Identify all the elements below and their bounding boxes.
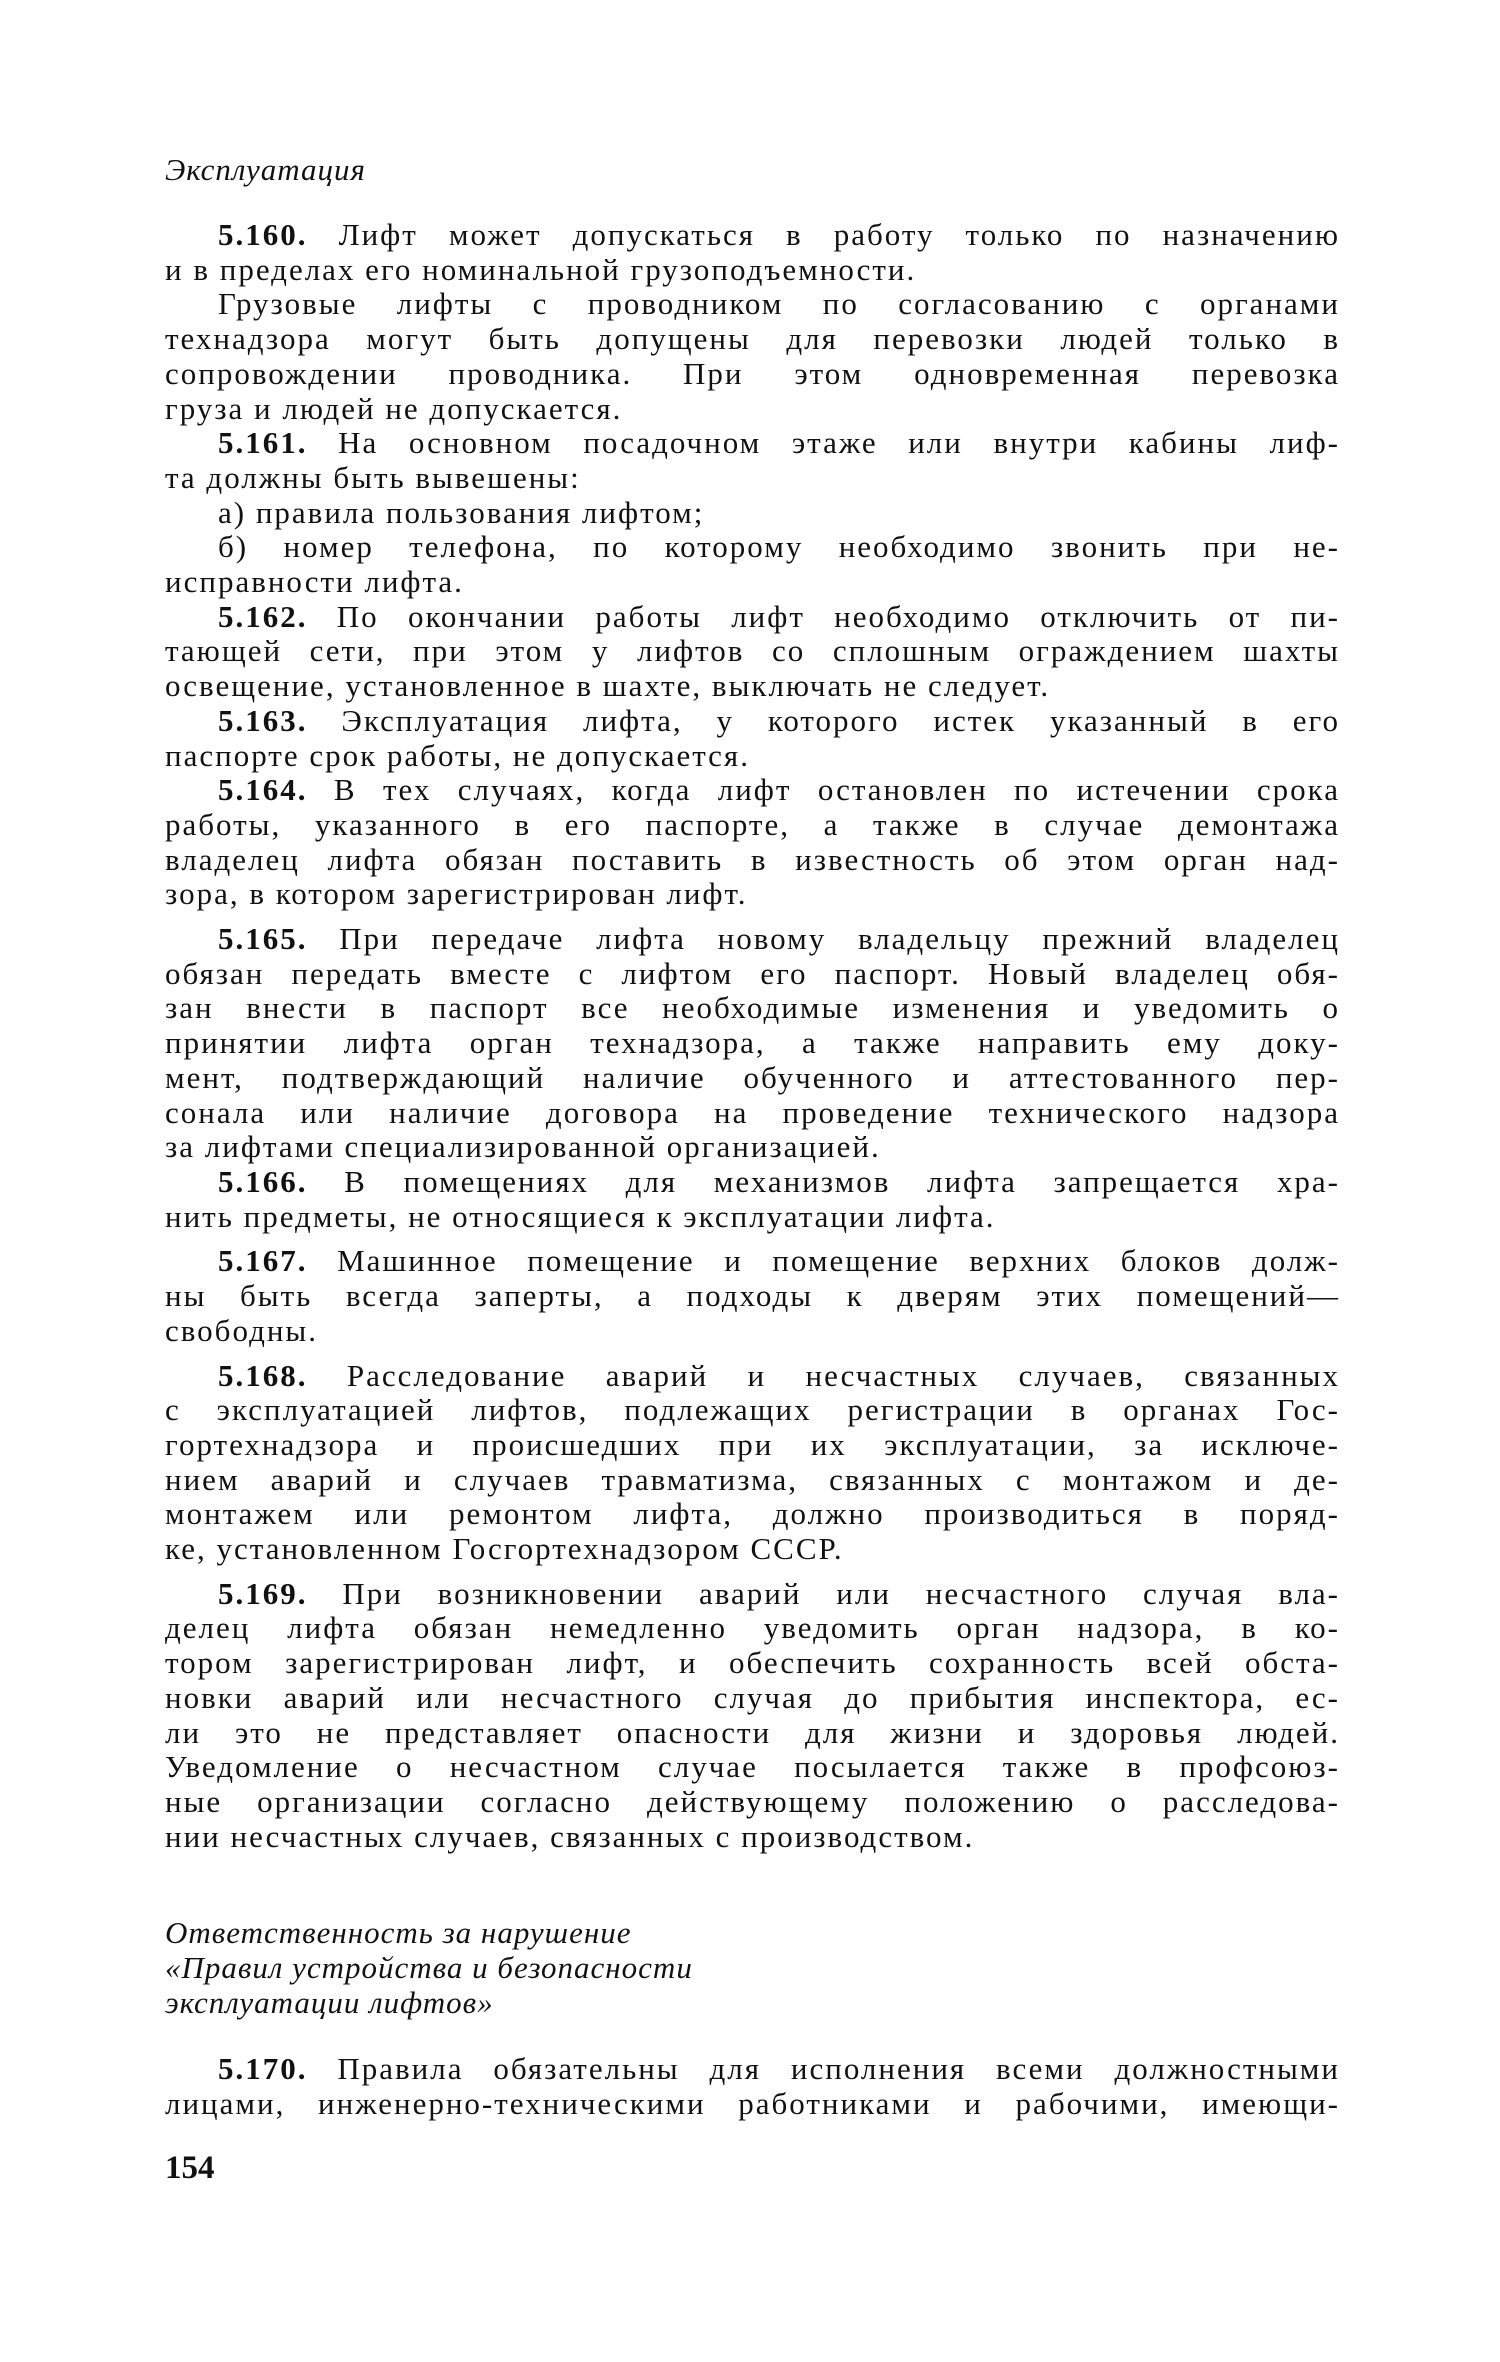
line-text: обязан передать вместе с лифтом его паспорт. Новый владелец обя-	[165, 955, 1340, 991]
line-text: Правила обязательны для исполнения всеми должностными	[337, 2051, 1341, 2086]
text-line	[165, 773, 1340, 808]
text-line	[165, 1611, 1340, 1646]
paragraph	[165, 704, 1340, 773]
text-line	[165, 1165, 1340, 1200]
line-text: По окончании работы лифт необходимо отключить от пи-	[336, 598, 1340, 634]
line-text: Машинное помещение и помещение верхних блоков долж-	[337, 1243, 1341, 1279]
paragraph	[165, 530, 1340, 599]
responsibility-heading	[165, 1915, 693, 2020]
text-line	[165, 1314, 1340, 1349]
text-line	[165, 704, 1340, 739]
line-text: та должны быть вывешены:	[165, 459, 581, 495]
paragraph	[165, 2052, 1340, 2121]
line-text: исправности лифта.	[165, 564, 464, 600]
line-text: В тех случаях, когда лифт остановлен по истечении срока	[333, 772, 1341, 808]
text-line	[165, 1716, 1340, 1751]
paragraph	[165, 287, 1340, 426]
heading-line: эксплуатации лифтов»	[165, 1985, 494, 2020]
text-line	[165, 1200, 1340, 1235]
text-line	[165, 991, 1340, 1026]
line-text: При возникновении аварий или несчастного случая вла-	[342, 1575, 1340, 1611]
line-text: Уведомление о несчастном случае посылается также в профсоюз-	[165, 1749, 1340, 1785]
text-line	[165, 1820, 1340, 1855]
line-text: за лифтами специализированной организацией.	[165, 1129, 881, 1165]
text-line	[165, 1750, 1340, 1785]
page-number: 154	[165, 2150, 215, 2186]
clause-number: 5.163.	[218, 702, 308, 738]
text-line	[165, 2052, 1340, 2087]
text-line	[165, 808, 1340, 843]
line-text: Расследование аварий и несчастных случаев, связанных	[346, 1357, 1341, 1393]
clause-number: 5.160.	[218, 217, 308, 252]
text-line	[165, 1646, 1340, 1681]
clause-number: 5.169.	[218, 1575, 308, 1611]
text-line	[165, 634, 1340, 669]
text-line	[165, 600, 1340, 635]
text-line	[165, 1577, 1340, 1612]
line-text: При передаче лифта новому владельцу прежний владелец	[339, 921, 1341, 957]
line-text: Грузовые лифты с проводником по согласованию с органами	[218, 286, 1340, 322]
text-line	[165, 1130, 1340, 1165]
line-text: нии несчастных случаев, связанных с производством.	[165, 1818, 975, 1854]
line-text: ные организации согласно действующему положению о расследова-	[165, 1783, 1340, 1819]
line-text: мент, подтверждающий наличие обученного и аттестованного пер-	[165, 1059, 1340, 1095]
line-text: технадзора могут быть допущены для перевозки людей только в	[165, 321, 1340, 357]
text-line	[165, 843, 1340, 878]
text-line	[165, 1532, 1340, 1567]
line-text: с эксплуатацией лифтов, подлежащих регистрации в органах Гос-	[165, 1392, 1340, 1428]
line-text: нить предметы, не относящиеся к эксплуатации лифта.	[165, 1198, 996, 1234]
line-text: владелец лифта обязан поставить в известность об этом орган над-	[165, 841, 1340, 877]
text-line	[165, 1428, 1340, 1463]
line-text: паспорте срок работы, не допускается.	[165, 737, 750, 773]
responsibility-body	[165, 2052, 1340, 2121]
text-line	[165, 1061, 1340, 1096]
text-line	[165, 1785, 1340, 1820]
line-text: Лифт может допускаться в работу только по назначению	[338, 217, 1340, 252]
text-line	[165, 357, 1340, 392]
line-text: освещение, установленное в шахте, выключать не следует.	[165, 668, 1051, 704]
line-text: ли это не представляет опасности для жизни и здоровья людей.	[165, 1714, 1340, 1750]
paragraph	[165, 218, 1340, 287]
text-line	[165, 287, 1340, 322]
line-text: делец лифта обязан немедленно уведомить орган надзора, в ко-	[165, 1610, 1340, 1646]
text-line	[165, 253, 1340, 288]
line-text: ны быть всегда заперты, а подходы к дверям этих помещений—	[165, 1278, 1340, 1314]
line-text: ке, установленном Госгортехнадзором СССР.	[165, 1531, 844, 1567]
paragraph	[165, 773, 1340, 912]
line-text: свободны.	[165, 1312, 319, 1348]
line-text: На основном посадочном этаже или внутри кабины лиф-	[338, 425, 1341, 461]
text-line	[165, 669, 1340, 704]
text-line	[165, 1463, 1340, 1498]
section-body	[165, 218, 1340, 1854]
clause-number: 5.162.	[218, 598, 308, 634]
clause-number: 5.161.	[218, 425, 308, 461]
line-text: груза и людей не допускается.	[165, 390, 623, 426]
heading-line: Ответственность за нарушение	[165, 1915, 632, 1950]
text-line	[165, 922, 1340, 957]
line-text: работы, указанного в его паспорте, а также в случае демонтажа	[165, 806, 1340, 842]
text-line	[165, 426, 1340, 461]
line-text: тором зарегистрирован лифт, и обеспечить сохранность всей обста-	[165, 1645, 1340, 1681]
paragraph	[165, 1244, 1340, 1348]
text-line	[165, 461, 1340, 496]
paragraph	[165, 1577, 1340, 1855]
clause-number: 5.167.	[218, 1243, 308, 1279]
line-text: и в пределах его номинальной грузоподъемности.	[165, 251, 917, 287]
text-line	[165, 392, 1340, 427]
line-text: зора, в котором зарегистрирован лифт.	[165, 876, 748, 912]
text-line	[165, 877, 1340, 912]
paragraph	[165, 600, 1340, 704]
text-line	[165, 1244, 1340, 1279]
text-line	[165, 1681, 1340, 1716]
line-text: тающей сети, при этом у лифтов со сплошным ограждением шахты	[165, 633, 1340, 669]
text-line	[165, 322, 1340, 357]
line-text: лицами, инженерно-техническими работниками и рабочими, имеющи-	[165, 2085, 1340, 2121]
text-line	[165, 1359, 1340, 1394]
clause-number: 5.168.	[218, 1357, 308, 1393]
line-text: монтажем или ремонтом лифта, должно производиться в поряд-	[165, 1496, 1340, 1532]
line-text: новки аварий или несчастного случая до прибытия инспектора, ес-	[165, 1679, 1340, 1715]
line-text: сонала или наличие договора на проведение технического надзора	[165, 1094, 1340, 1130]
text-line	[165, 530, 1340, 565]
line-text: гортехнадзора и происшедших при их эксплуатации, за исключе-	[165, 1426, 1340, 1462]
text-line	[165, 218, 1340, 253]
line-text: сопровождении проводника. При этом одновременная перевозка	[165, 355, 1340, 391]
line-text: а) правила пользования лифтом;	[218, 494, 705, 530]
clause-number: 5.165.	[218, 921, 308, 957]
text-line	[165, 1393, 1340, 1428]
line-text: принятии лифта орган технадзора, а также направить ему доку-	[165, 1025, 1340, 1061]
paragraph	[165, 922, 1340, 1165]
text-line	[165, 1026, 1340, 1061]
text-line	[165, 2087, 1340, 2122]
paragraph	[165, 1359, 1340, 1567]
text-line	[165, 1497, 1340, 1532]
paragraph	[165, 426, 1340, 495]
clause-number: 5.164.	[218, 772, 308, 808]
heading-line: «Правил устройства и безопасности	[165, 1950, 693, 1985]
line-text: б) номер телефона, по которому необходимо звонить при не-	[218, 529, 1340, 565]
line-text: Эксплуатация лифта, у которого истек указанный в его	[341, 702, 1340, 738]
text-line	[165, 739, 1340, 774]
text-line	[165, 565, 1340, 600]
paragraph	[165, 1165, 1340, 1234]
line-text: нием аварий и случаев травматизма, связанных с монтажом и де-	[165, 1461, 1340, 1497]
clause-number: 5.170.	[218, 2051, 308, 2086]
text-line	[165, 957, 1340, 992]
line-text: зан внести в паспорт все необходимые изменения и уведомить о	[165, 990, 1340, 1026]
text-line	[165, 1096, 1340, 1131]
line-text: В помещениях для механизмов лифта запрещается хра-	[344, 1163, 1341, 1199]
paragraph	[165, 496, 1340, 531]
clause-number: 5.166.	[218, 1163, 308, 1199]
text-line	[165, 496, 1340, 531]
section-heading: Эксплуатация	[165, 152, 366, 187]
text-line	[165, 1279, 1340, 1314]
